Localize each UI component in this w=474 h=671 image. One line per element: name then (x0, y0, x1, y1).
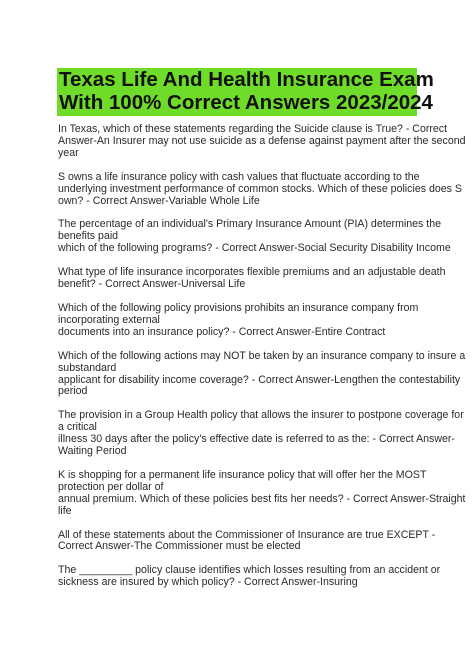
qa-text-line: illness 30 days after the policy's effective date is referred to as the: - Correct Answer- (58, 433, 455, 446)
title-line-1: Texas Life And Health Insurance Exam (59, 68, 434, 91)
qa-text-line: a critical (58, 421, 97, 434)
qa-text-line: Waiting Period (58, 445, 127, 458)
qa-text-line: protection per dollar of (58, 480, 164, 493)
qa-text-line: underlying investment performance of common stocks. Which of these policies does S (58, 182, 462, 195)
qa-text-line: The _________ policy clause identifies which losses resulting from an accident or (58, 564, 441, 577)
qa-item (58, 170, 462, 208)
qa-text-line: The provision in a Group Health policy that allows the insurer to postpone coverage for (58, 409, 464, 422)
document-title (57, 68, 434, 116)
qa-text-line: sickness are insured by which policy? - Correct Answer-Insuring (58, 576, 358, 589)
qa-text-line: benefits paid (58, 230, 119, 243)
qa-text-line: Which of the following policy provisions prohibits an insurance company from (58, 301, 419, 314)
qa-text-line: K is shopping for a permanent life insurance policy that will offer her the MOST (58, 468, 427, 481)
qa-text-line: substandard (58, 361, 117, 374)
qa-text-line: benefit? - Correct Answer-Universal Life (58, 278, 246, 291)
qa-text-line: own? - Correct Answer-Variable Whole Life (58, 194, 260, 207)
qa-text-line: All of these statements about the Commissioner of Insurance are true EXCEPT - (58, 528, 436, 541)
qa-item (58, 564, 441, 589)
qa-text-line: which of the following programs? - Correct Answer-Social Security Disability Income (58, 242, 451, 255)
qa-text-line: incorporating external (58, 313, 160, 326)
qa-item (58, 409, 464, 458)
qa-text-line: period (58, 385, 88, 398)
qa-item (58, 218, 451, 255)
qa-text-line: year (58, 146, 79, 159)
qa-item (58, 266, 446, 291)
qa-text-line: applicant for disability income coverage? - Correct Answer-Lengthen the contestability (58, 373, 461, 386)
qa-text-line: Which of the following actions may NOT be taken by an insurance company to insure a (58, 349, 466, 362)
qa-text-line: life (58, 504, 72, 517)
qa-text-line: The percentage of an individual's Primary Insurance Amount (PIA) determines the (58, 218, 442, 231)
qa-text-line: documents into an insurance policy? - Correct Answer-Entire Contract (58, 325, 386, 338)
qa-text-line: S owns a life insurance policy with cash values that fluctuate according to the (58, 170, 420, 183)
qa-text-line: Correct Answer-The Commissioner must be elected (58, 540, 301, 553)
qa-text-line: Answer-An Insurer may not use suicide as a defense against payment after the second (58, 134, 466, 147)
qa-item (58, 303, 430, 339)
qa-text-line: What type of life insurance incorporates flexible premiums and an adjustable death (58, 266, 446, 279)
qa-item (58, 349, 466, 399)
qa-item (58, 528, 436, 554)
qa-text-line: In Texas, which of these statements regarding the Suicide clause is True? - Correct (58, 123, 448, 135)
qa-text-line: annual premium. Which of these policies best fits her needs? - Correct Answer-Straight (58, 492, 466, 505)
qa-list (58, 123, 466, 601)
qa-item (58, 123, 466, 160)
qa-item (58, 468, 466, 518)
title-line-2: With 100% Correct Answers 2023/2024 (59, 91, 433, 114)
